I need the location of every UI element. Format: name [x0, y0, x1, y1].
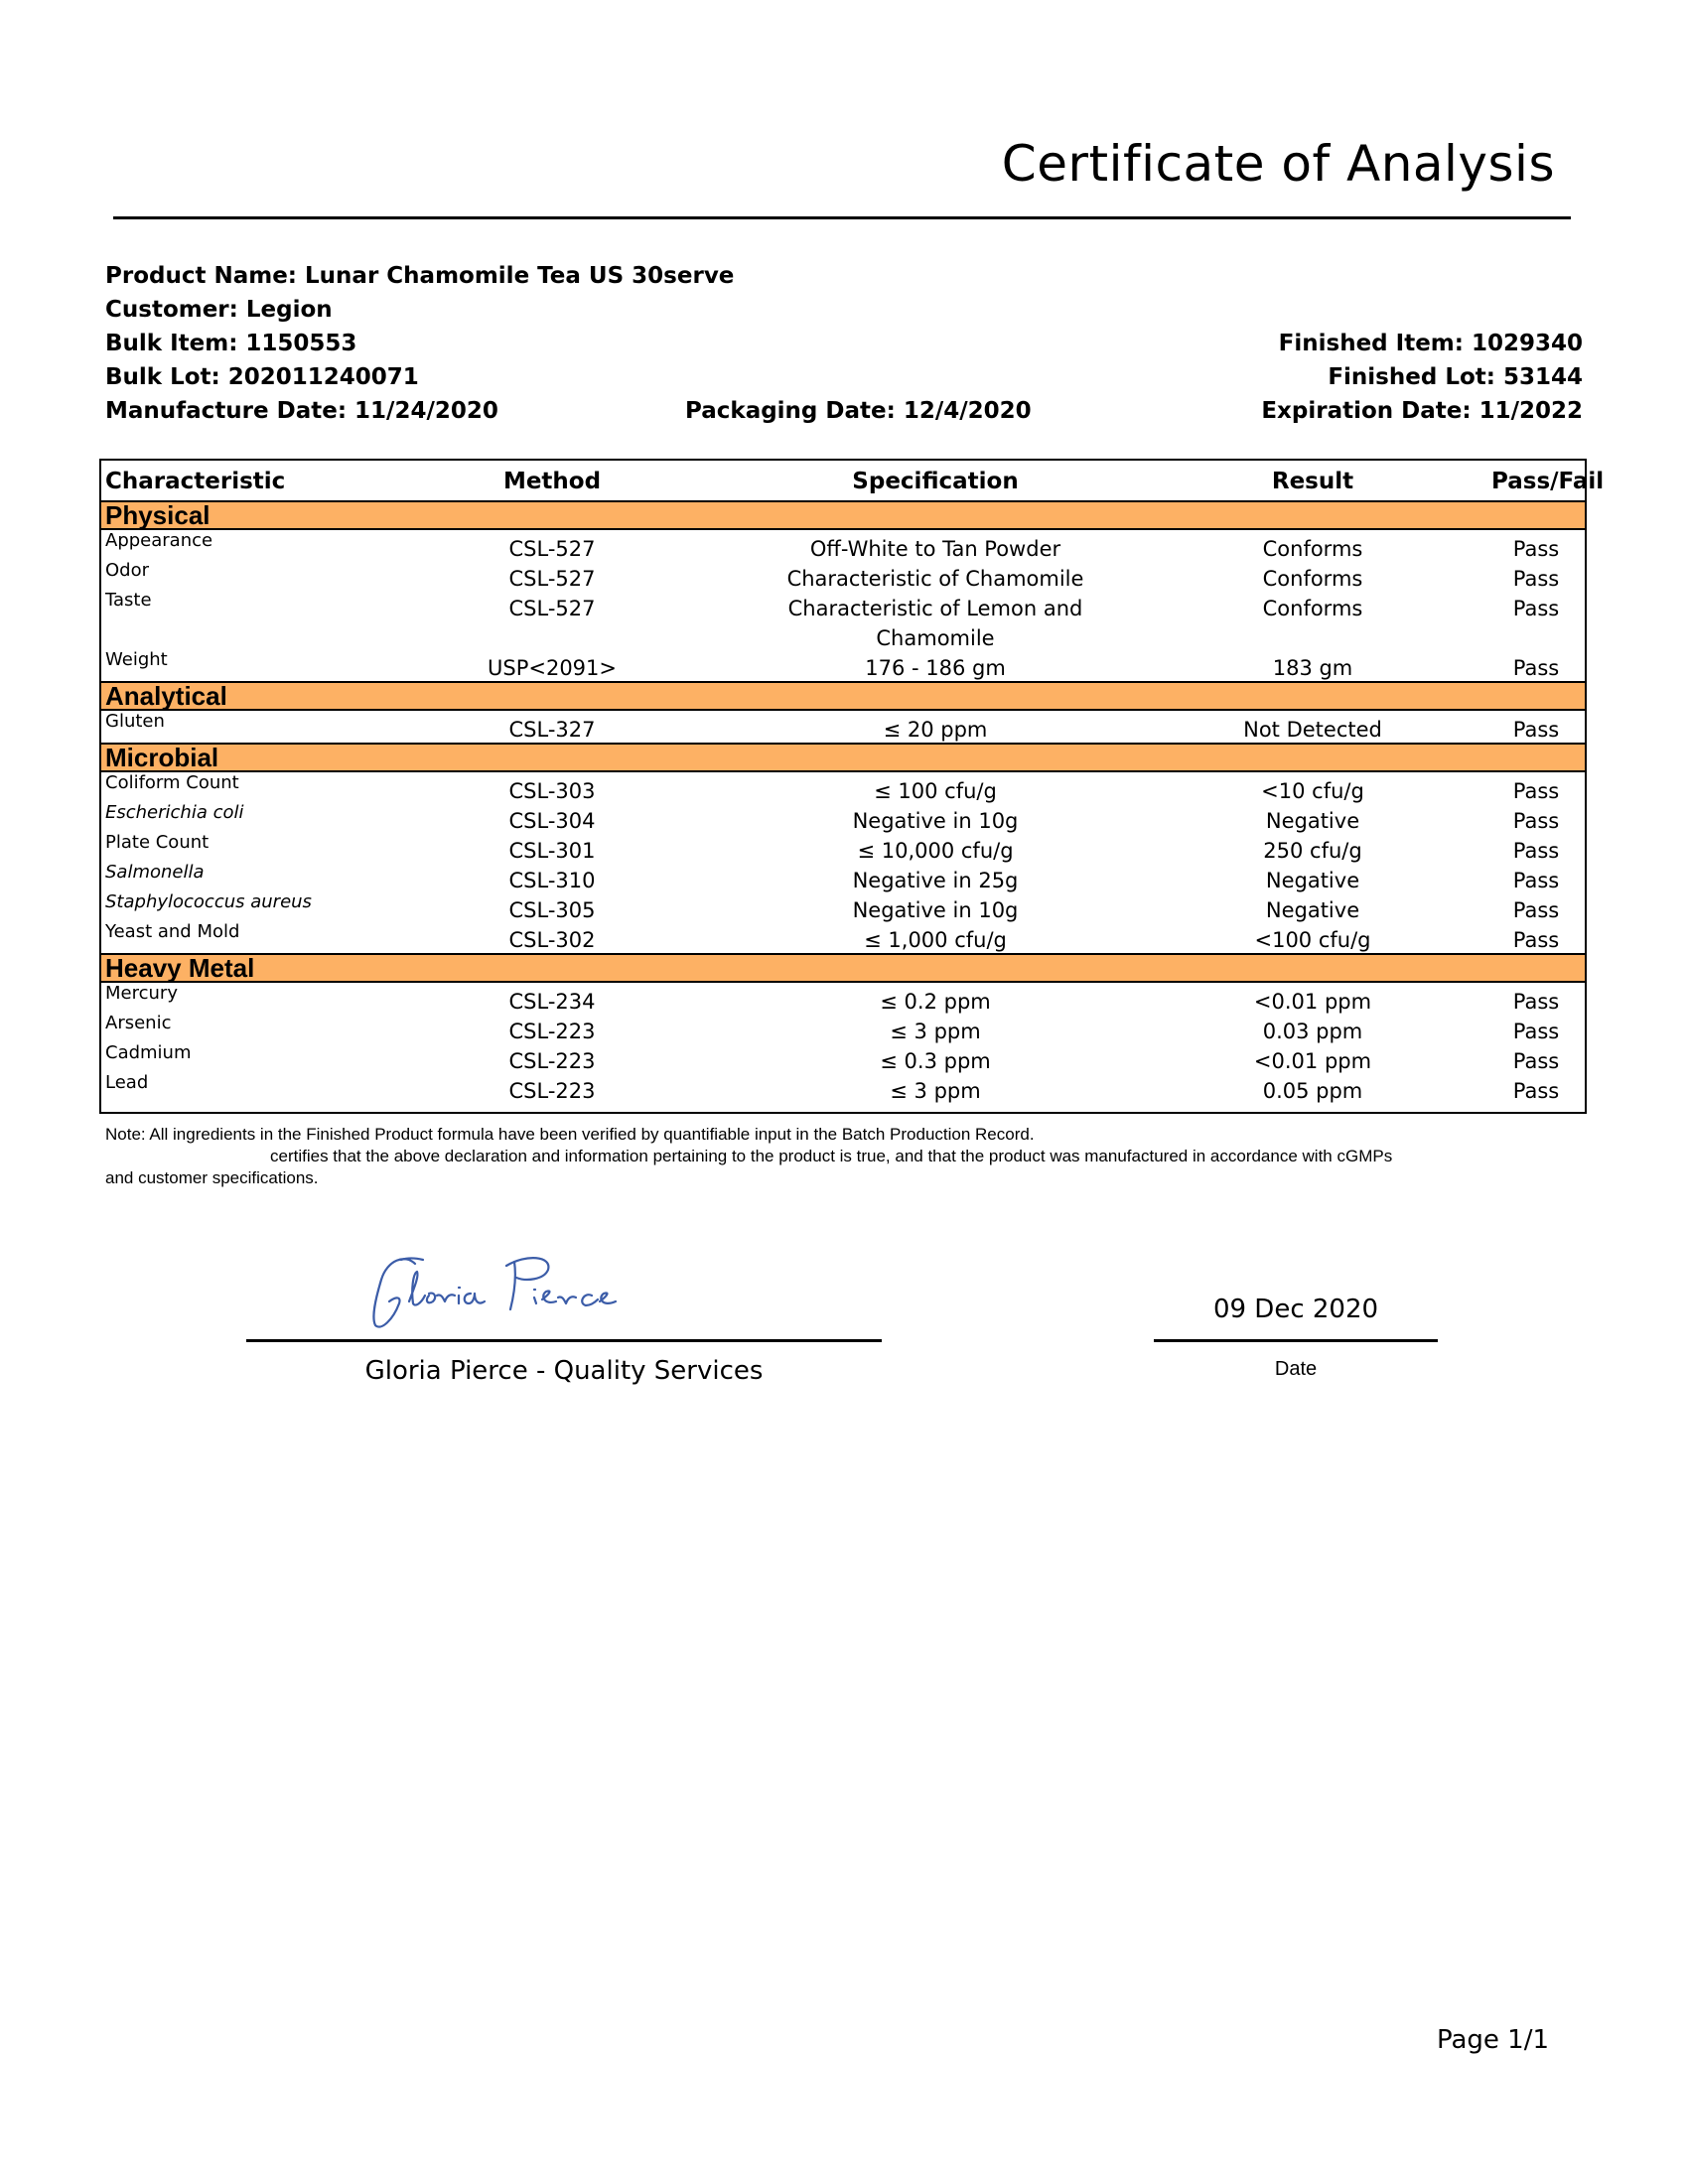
page-number: Page 1/1 [1436, 2025, 1549, 2055]
row-specification: Characteristic of Chamomile [786, 567, 1084, 591]
row-specification: ≤ 100 cfu/g [874, 779, 997, 803]
row-result: <0.01 ppm [1253, 990, 1372, 1014]
row-result: <0.01 ppm [1253, 1049, 1372, 1073]
row-result: Conforms [1262, 597, 1363, 620]
table-row [101, 1044, 1585, 1074]
date-line [1154, 1339, 1438, 1342]
section-title: Heavy Metal [105, 953, 255, 983]
finished-item: Finished Item: 1029340 [1278, 331, 1583, 356]
row-pass-fail: Pass [1512, 537, 1560, 561]
row-result: 250 cfu/g [1263, 839, 1362, 863]
section-title: Analytical [105, 681, 227, 711]
row-method: CSL-310 [508, 869, 596, 892]
row-result: <100 cfu/g [1254, 928, 1371, 952]
row-pass-fail: Pass [1512, 869, 1560, 892]
header-result: Result [1271, 469, 1354, 494]
row-characteristic: Taste [105, 590, 152, 611]
row-characteristic: Yeast and Mold [105, 921, 240, 942]
section-title: Microbial [105, 743, 219, 772]
row-characteristic: Mercury [105, 983, 178, 1004]
signer-label: Gloria Pierce - Quality Services [364, 1356, 764, 1386]
section-microbial [101, 743, 1585, 772]
row-pass-fail: Pass [1512, 898, 1560, 922]
table-row [101, 592, 1585, 621]
row-characteristic: Plate Count [105, 832, 210, 853]
section-analytical [101, 681, 1585, 711]
row-method: CSL-527 [508, 597, 596, 620]
header-characteristic: Characteristic [105, 469, 286, 494]
row-pass-fail: Pass [1512, 1049, 1560, 1073]
note-line-1: Note: All ingredients in the Finished Product formula have been verified by quantifiable input in the Batch Production Record. [105, 1125, 1035, 1144]
results-table [99, 459, 1605, 1114]
row-specification: ≤ 0.3 ppm [880, 1049, 991, 1073]
row-pass-fail: Pass [1512, 809, 1560, 833]
row-characteristic: Arsenic [105, 1013, 172, 1033]
table-row [101, 864, 1585, 893]
finished-lot: Finished Lot: 53144 [1328, 364, 1583, 390]
row-result: 0.03 ppm [1262, 1020, 1363, 1043]
row-pass-fail: Pass [1512, 656, 1560, 680]
table-row [101, 713, 1585, 743]
row-method: USP<2091> [488, 656, 617, 680]
row-characteristic: Cadmium [105, 1042, 192, 1063]
row-method: CSL-304 [508, 809, 596, 833]
row-method: CSL-327 [508, 718, 596, 742]
row-result: 183 gm [1272, 656, 1353, 680]
row-specification: ≤ 3 ppm [890, 1020, 981, 1043]
row-specification: 176 - 186 gm [865, 656, 1006, 680]
table-row-continuation [101, 621, 1585, 651]
signature-line [246, 1339, 882, 1342]
row-specification: ≤ 10,000 cfu/g [857, 839, 1014, 863]
table-row [101, 985, 1585, 1015]
row-characteristic: Coliform Count [105, 772, 239, 793]
table-row [101, 532, 1585, 562]
row-pass-fail: Pass [1512, 928, 1560, 952]
bulk-item: Bulk Item: 1150553 [105, 331, 357, 356]
expiration-date: Expiration Date: 11/2022 [1261, 398, 1583, 424]
table-row [101, 834, 1585, 864]
header-pass-fail: Pass/Fail [1491, 469, 1605, 494]
section-physical [101, 500, 1585, 530]
title-divider [113, 216, 1571, 219]
row-pass-fail: Pass [1512, 990, 1560, 1014]
row-pass-fail: Pass [1512, 567, 1560, 591]
section-title: Physical [105, 500, 211, 530]
row-method: CSL-302 [508, 928, 596, 952]
date-label: Date [1274, 1358, 1318, 1380]
row-method: CSL-527 [508, 537, 596, 561]
row-characteristic: Salmonella [105, 862, 205, 883]
row-pass-fail: Pass [1512, 839, 1560, 863]
packaging-date: Packaging Date: 12/4/2020 [685, 398, 1032, 424]
section-heavy-metal [101, 953, 1585, 983]
row-result: Conforms [1262, 537, 1363, 561]
table-row [101, 1074, 1585, 1104]
row-characteristic: Odor [105, 560, 150, 581]
note-line-3: and customer specifications. [105, 1168, 319, 1187]
row-specification: ≤ 0.2 ppm [880, 990, 991, 1014]
row-method: CSL-223 [508, 1079, 596, 1103]
row-characteristic: Staphylococcus aureus [105, 891, 312, 912]
table-row [101, 923, 1585, 953]
row-specification: ≤ 20 ppm [883, 718, 988, 742]
row-pass-fail: Pass [1512, 1079, 1560, 1103]
table-row [101, 562, 1585, 592]
row-result: 0.05 ppm [1262, 1079, 1363, 1103]
row-method: CSL-223 [508, 1020, 596, 1043]
row-specification: Negative in 10g [852, 809, 1019, 833]
table-row [101, 1015, 1585, 1044]
customer: Customer: Legion [105, 297, 333, 323]
row-characteristic: Weight [105, 649, 168, 670]
header-method: Method [502, 469, 602, 494]
row-result: <10 cfu/g [1261, 779, 1364, 803]
row-specification: Off-White to Tan Powder [809, 537, 1061, 561]
bulk-lot: Bulk Lot: 202011240071 [105, 364, 419, 390]
header-specification: Specification [852, 469, 1019, 494]
row-specification: Characteristic of Lemon and [787, 597, 1083, 620]
row-characteristic: Appearance [105, 530, 213, 551]
product-name: Product Name: Lunar Chamomile Tea US 30serve [105, 263, 735, 289]
manufacture-date: Manufacture Date: 11/24/2020 [105, 398, 498, 424]
table-row [101, 774, 1585, 804]
row-characteristic: Lead [105, 1072, 149, 1093]
table-row [101, 804, 1585, 834]
row-specification: Negative in 25g [852, 869, 1019, 892]
row-method: CSL-305 [508, 898, 596, 922]
row-method: CSL-301 [508, 839, 596, 863]
row-result: Negative [1265, 898, 1360, 922]
row-method: CSL-527 [508, 567, 596, 591]
table-row [101, 651, 1585, 681]
row-specification: ≤ 1,000 cfu/g [864, 928, 1007, 952]
row-pass-fail: Pass [1512, 1020, 1560, 1043]
row-result: Negative [1265, 809, 1360, 833]
row-pass-fail: Pass [1512, 597, 1560, 620]
table-header [101, 461, 1605, 502]
signature-date: 09 Dec 2020 [1212, 1295, 1379, 1324]
row-specification: Negative in 10g [852, 898, 1019, 922]
page-title: Certificate of Analysis [1001, 135, 1555, 193]
table-row [101, 893, 1585, 923]
row-method: CSL-303 [508, 779, 596, 803]
row-method: CSL-234 [508, 990, 596, 1014]
row-specification: ≤ 3 ppm [890, 1079, 981, 1103]
row-result: Conforms [1262, 567, 1363, 591]
row-characteristic: Gluten [105, 711, 165, 732]
handwritten-signature [367, 1246, 655, 1335]
row-method: CSL-223 [508, 1049, 596, 1073]
row-pass-fail: Pass [1512, 779, 1560, 803]
row-result: Negative [1265, 869, 1360, 892]
row-characteristic: Escherichia coli [105, 802, 244, 823]
row-pass-fail: Pass [1512, 718, 1560, 742]
note-line-2: certifies that the above declaration and information pertaining to the product is true, and that the product was manufactured in accordance with cGMPs [270, 1147, 1393, 1165]
row-result: Not Detected [1243, 718, 1382, 742]
row-specification-line2: Chamomile [876, 626, 995, 650]
